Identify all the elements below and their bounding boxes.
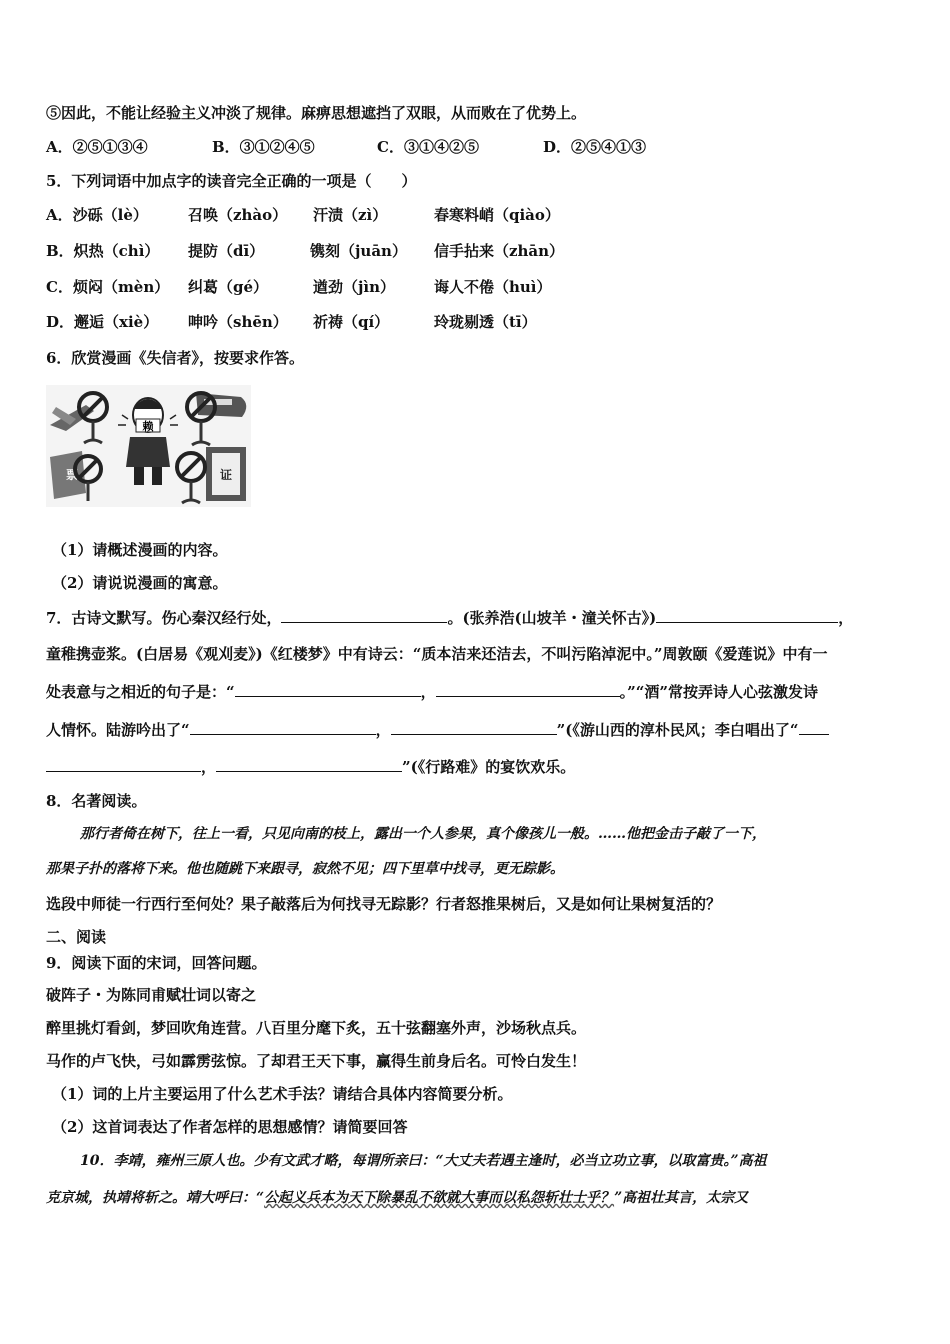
q6-sub-1: （1）请概述漫画的内容。 <box>52 541 228 559</box>
q7-blank-7a[interactable] <box>799 718 829 735</box>
q5-c-3: 遒劲（jìn） <box>313 278 396 296</box>
q5-a-2: 召唤（zhào） <box>188 206 288 224</box>
certificate-icon <box>206 447 246 501</box>
q7-line-4 <box>46 718 829 741</box>
q7-text: 7．古诗文默写。伤心秦汉经行处， <box>46 609 282 627</box>
q7-text: 处表意与之相近的句子是：“ <box>46 683 235 701</box>
q7-line-3 <box>46 680 818 703</box>
q5-a-3: 汗渍（zì） <box>313 206 388 224</box>
q5-c-4: 诲人不倦（huì） <box>434 278 552 296</box>
q7-text: ”(《游山西的淳朴民风；李白唱出了“ <box>556 721 799 739</box>
q6-stem: 6．欣赏漫画《失信者》，按要求作答。 <box>46 349 304 367</box>
q9-poem-line-1: 醉里挑灯看剑，梦回吹角连营。八百里分麾下炙，五十弦翻塞外声，沙场秋点兵。 <box>46 1019 587 1037</box>
q5-c-1: C．烦闷（mèn） <box>46 278 170 296</box>
q10-line-1: 10．李靖，雍州三原人也。少有文武才略，每谓所亲曰：“大丈夫若遇主逢时，必当立功立事，以取富贵。”高祖 <box>80 1153 767 1169</box>
q6-sub-2: （2）请说说漫画的寓意。 <box>52 574 228 592</box>
q5-stem: 5．下列词语中加点字的读音完全正确的一项是（ ） <box>46 172 417 190</box>
section-heading: 二、阅读 <box>46 928 107 946</box>
q8-question: 选段中师徒一行西行至何处？果子敲落后为何找寻无踪影？行者怒推果树后，又是如何让果树复活的？ <box>46 895 722 913</box>
q7-blank-6[interactable] <box>391 718 557 735</box>
q5-d-3: 祈祷（qí） <box>313 313 390 331</box>
q7-text: ， <box>420 683 436 701</box>
q7-text: 。”“酒”常按弄诗人心弦激发诗 <box>619 683 819 701</box>
q5-c-2: 纠葛（gé） <box>188 278 269 296</box>
q7-blank-1[interactable] <box>281 606 447 623</box>
q7-blank-7b[interactable] <box>46 755 201 772</box>
q7-line-1 <box>46 606 853 629</box>
q10-text: 克京城，执靖将斩之。靖大呼曰：“ <box>46 1190 265 1206</box>
q5-b-3: 镌刻（juān） <box>310 242 407 260</box>
q5-d-4: 玲珑剔透（tī） <box>434 313 537 331</box>
q10-text: ”高祖壮其言，太宗又 <box>614 1190 749 1206</box>
comic-label-lai: 赖 <box>142 420 154 433</box>
q7-blank-3[interactable] <box>235 680 421 697</box>
q7-blank-4[interactable] <box>436 680 620 697</box>
q4-option-a: A．②⑤①③④ <box>46 138 148 156</box>
q5-b-2: 提防（dī） <box>188 242 265 260</box>
q7-text: ， <box>375 721 391 739</box>
q5-d-2: 呻吟（shēn） <box>188 313 288 331</box>
q7-text: ”(《行路难》的宴饮欢乐。 <box>402 758 576 776</box>
q7-blank-5[interactable] <box>190 718 376 735</box>
q9-sub-1: （1）词的上片主要运用了什么艺术手法？请结合具体内容简要分析。 <box>52 1085 513 1103</box>
q5-b-4: 信手拈来（zhān） <box>434 242 565 260</box>
q5-b-1: B．炽热（chì） <box>46 242 160 260</box>
q4-option-c: C．③①④②⑤ <box>377 138 479 156</box>
q8-excerpt-1: 那行者倚在树下，往上一看，只见向南的枝上，露出一个人参果，真个像孩儿一般。……他把金击子敲了一下， <box>80 826 766 842</box>
q10-line-2 <box>46 1187 748 1209</box>
comic-label-zheng: 证 <box>219 468 233 482</box>
q4-option-d: D．②⑤④①③ <box>543 138 647 156</box>
q9-poem-title: 破阵子・为陈同甫赋壮词以寄之 <box>46 986 257 1004</box>
q7-text: 。(张养浩(山坡羊・潼关怀古》) <box>447 609 657 627</box>
q9-sub-2: （2）这首词表达了作者怎样的思想感情？请简要回答 <box>52 1118 408 1136</box>
q7-line-5 <box>46 755 575 778</box>
comic-label-piao: 票 <box>66 468 79 482</box>
q9-stem: 9．阅读下面的宋词，回答问题。 <box>46 954 267 972</box>
q9-poem-line-2: 马作的卢飞快，弓如霹雳弦惊。了却君王天下事，赢得生前身后名。可怜白发生！ <box>46 1052 587 1070</box>
q5-d-1: D．邂逅（xiè） <box>46 313 159 331</box>
q7-text: 人情怀。陆游吟出了“ <box>46 721 190 739</box>
q8-stem: 8．名著阅读。 <box>46 792 147 810</box>
q7-blank-2[interactable] <box>656 606 838 623</box>
q8-excerpt-2: 那果子扑的落将下来。他也随跳下来跟寻，寂然不见；四下里草中找寻，更无踪影。 <box>46 861 564 877</box>
q7-blank-8[interactable] <box>216 755 402 772</box>
q4-item-5: ⑤因此，不能让经验主义冲淡了规律。麻痹思想遮挡了双眼，从而败在了优势上。 <box>46 104 587 122</box>
q5-a-1: A．沙砾（lè） <box>46 206 148 224</box>
q5-a-4: 春寒料峭（qiào） <box>434 206 560 224</box>
q7-text: ， <box>838 609 854 627</box>
q7-line-2: 童稚携壶浆。(白居易《观刈麦》)《红楼梦》中有诗云：“质本洁来还洁去，不叫污陷淖泥中。”周敦颐《爱莲说》中有一 <box>46 645 828 663</box>
q7-text: ， <box>201 758 217 776</box>
q10-wavy-sentence: 公起义兵本为天下除暴乱不欲就大事而以私怨斩壮士乎？ <box>264 1190 615 1206</box>
q4-option-b: B．③①②④⑤ <box>212 138 315 156</box>
comic-illustration <box>46 385 251 507</box>
